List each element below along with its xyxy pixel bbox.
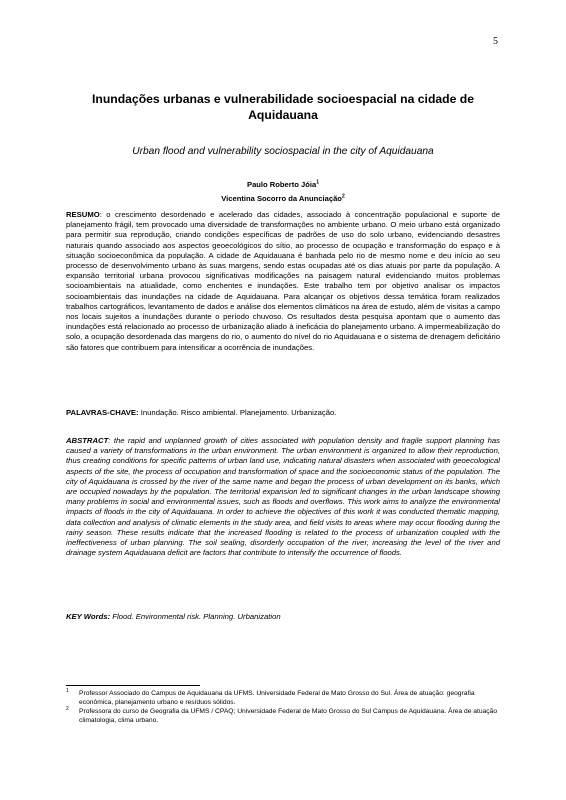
page-number: 5 [493, 36, 498, 47]
footnote-1-mark: 1 [66, 688, 69, 694]
palavras-chave-paragraph [66, 408, 500, 418]
abstract-text: : the rapid and unplanned growth of cities associated with population density and fragile support planning has caused a variety of transformations in the urban environment. The urban environment is organized to allow their reproduction, thus creating conditions for specific patterns of urban land use, indicating natural disasters when associated with geoecological aspects of the site, the process of occupation and transformation of space and the socioeconomic status of the population. The city of Aquidauana is crossed by the river of the same name and began the process of urban development on its banks, which are occupied nowadays by the population. The territorial expansion led to significant changes in the urban landscape showing many problems in social and environmental issues, such as floods and overflows. This work aims to analyze the environmental impacts of floods in the city of Aquidauana. In order to achieve the objectives of this work it was conducted thematic mapping, data collection and analysis of climatic elements in the study area, and field visits to areas where may occur flooding during the rainy season. These results indicate that the increased flooding is related to the process of urbanization coupled with the ineffectiveness of urban planning. The soil sealing, disorderly occupation of the river, increasing the level of the river and drainage system Aquidauana deficit are factors that contribute to intensify the occurrence of floods. [66, 436, 500, 558]
keywords-label: KEY Words: [66, 612, 111, 621]
keywords-paragraph [66, 612, 500, 622]
abstract-label: ABSTRACT [66, 436, 109, 445]
paper-title: Inundações urbanas e vulnerabilidade socioespacial na cidade de Aquidauana [91, 92, 474, 122]
resumo-paragraph [66, 210, 500, 353]
author-1-footnote-mark: 1 [316, 179, 319, 186]
author-1 [66, 180, 500, 190]
footnotes [66, 689, 500, 725]
author-2-name: Vicentina Socorro da Anunciação [221, 194, 342, 203]
footnote-2-text: Professora do curso de Geografia da UFMS / CPAQ; Universidade Federal de Mato Grosso do Sul Campus de Aquidauana. Área de atuação climatologia, clima urbano. [79, 708, 498, 724]
footnote-1-text: Professor Associado do Campus de Aquidauana da UFMS. Universidade Federal de Mato Grosso do Sul. Área de atuação: geografia econômica, planejamento urbano e resíduos sólidos. [79, 690, 475, 706]
author-2 [66, 194, 500, 204]
resumo-text: : o crescimento desordenado e acelerado das cidades, associado à concentração populacional e suporte de planejamento frágil, tem provocado uma diversidade de transformações no ambiente urbano. O meio urbano está organizado para permitir sua reprodução, criando condições específicas de padrões de uso do solo urbano, evidenciando desastres naturais quando associado aos aspectos geoecológicos do sítio, ao processo de ocupação e transformação do espaço e à situação socioeconômica da população. A cidade de Aquidauana é banhada pelo rio de mesmo nome e deu início ao seu processo de desenvolvimento urbano às suas margens, sendo estas ocupadas até os dias atuais por parte da população. A expansão territorial urbana provocou significativas modificações na paisagem natural evidenciando muitos problemas socioambientais na atualidade, como enchentes e inundações. Este trabalho tem por objetivo analisar os impactos socioambientais das inundações na cidade de Aquidauana. Para alcançar os objetivos dessa temática foram realizados trabalhos cartográficos, levantamento de dados e análise dos elementos climáticos na área de estudo, além de visitas a campo nos locais sujeitos a inundações durante o período chuvoso. Os resultados desta pesquisa apontam que o aumento das inundações está relacionado ao processo de urbanização aliado à ineficácia do planejamento urbano. A impermeabilização do solo, a ocupação desordenada das margens do rio, o aumento do nível do rio Aquidauana e o sistema de drenagem deficitário são fatores que contribuem para intensificar a ocorrência de inundações. [66, 210, 500, 352]
author-2-footnote-mark: 2 [341, 193, 345, 200]
paper-subtitle: Urban flood and vulnerability sociospacial in the city of Aquidauana [132, 146, 434, 157]
abstract-paragraph [66, 436, 500, 558]
footnote-2-mark: 2 [66, 706, 69, 712]
footnote-2 [66, 707, 500, 725]
author-1-name: Paulo Roberto Jóia [247, 180, 317, 189]
palavras-chave-text: Inundação. Risco ambiental. Planejamento. Urbanização. [138, 408, 337, 417]
palavras-chave-label: PALAVRAS-CHAVE: [66, 408, 139, 417]
resumo-label: RESUMO [66, 210, 100, 219]
footnote-1 [66, 689, 500, 707]
keywords-text: Flood. Environmental risk. Planning. Urbanization [110, 612, 281, 621]
footnote-divider [66, 685, 200, 686]
